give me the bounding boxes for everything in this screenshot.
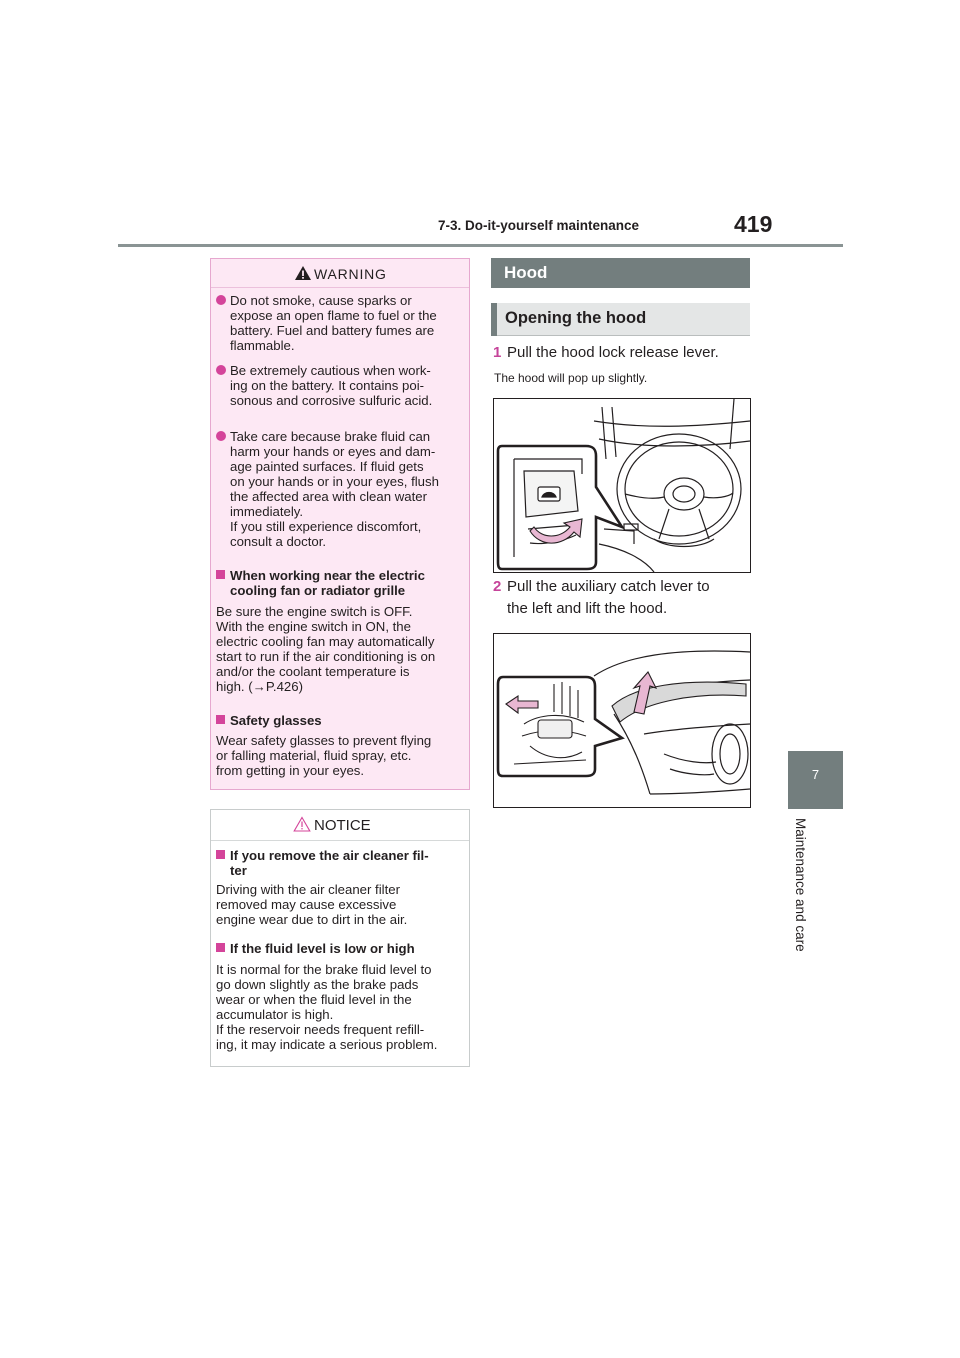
- bullet-dot-icon: [216, 365, 226, 375]
- warning-bullet: [216, 429, 464, 549]
- warning-bullet-text: Do not smoke, cause sparks or expose an open flame to fuel or the battery. Fuel and battery fumes are flammable.: [230, 293, 437, 353]
- warning-triangle-icon: [294, 265, 312, 281]
- section-heading-bar: [491, 258, 750, 288]
- warning-header: [211, 259, 469, 288]
- square-bullet-icon: [216, 943, 225, 952]
- notice-subheading: [216, 941, 466, 956]
- warning-title: WARNING: [314, 266, 387, 282]
- step-number: 2: [493, 578, 502, 595]
- chapter-label-container: [786, 818, 816, 978]
- notice-title: NOTICE: [314, 817, 371, 834]
- warning-bullet: [216, 363, 464, 408]
- warning-bullet: [216, 293, 464, 353]
- chapter-tab: 7: [788, 751, 843, 809]
- running-header-section: 7-3. Do-it-yourself maintenance: [438, 218, 640, 233]
- warning-paragraph: Wear safety glasses to prevent flying or falling material, fluid spray, etc. from getting in your eyes.: [216, 733, 432, 778]
- bullet-dot-icon: [216, 295, 226, 305]
- step-number: 1: [493, 344, 502, 361]
- warning-subheading-text: When working near the electric cooling fan or radiator grille: [230, 568, 425, 598]
- hood-release-lever-illustration: [493, 398, 751, 573]
- notice-subheading: [216, 848, 466, 878]
- step-text: Pull the hood lock release lever.: [507, 344, 719, 361]
- warning-bullet-text: Be extremely cautious when work- ing on the battery. It contains poi- sonous and corrosive sulfuric acid.: [230, 363, 433, 408]
- warning-subheading: [216, 568, 466, 598]
- notice-subheading-text: If you remove the air cleaner fil- ter: [230, 848, 429, 878]
- section-title: Hood: [504, 263, 548, 282]
- warning-paragraph: Be sure the engine switch is OFF. With the engine switch in ON, the electric cooling fan may automatically start to run if the air conditioning is on and/or the coolant temperature is high. (→P.426): [216, 604, 436, 694]
- notice-paragraph: It is normal for the brake fluid level to go down slightly as the brake pads wear or when the fluid level in the accumulator is high. If the reservoir needs frequent refill- ing, it may indicate a serious problem.: [216, 962, 438, 1052]
- square-bullet-icon: [216, 715, 225, 724]
- notice-box: [210, 809, 470, 1067]
- warning-subheading-text: Safety glasses: [230, 713, 322, 728]
- chapter-label: Maintenance and care: [793, 818, 808, 952]
- page-number: 419: [734, 211, 773, 237]
- warning-box: [210, 258, 470, 790]
- notice-header: [211, 810, 469, 841]
- notice-subheading-text: If the fluid level is low or high: [230, 941, 415, 956]
- square-bullet-icon: [216, 850, 225, 859]
- step-text: Pull the auxiliary catch lever to the left and lift the hood.: [507, 578, 710, 617]
- caution-triangle-icon: [293, 816, 311, 832]
- warning-bullet-text: Take care because brake fluid can harm your hands or eyes and dam- age painted surfaces. If fluid gets on your hands or in your eyes, flush the affected area with clean water immediately. If you still experience discomfort, consult a doctor.: [230, 429, 439, 549]
- warning-subheading: [216, 713, 466, 728]
- auxiliary-catch-lever-illustration: [493, 633, 751, 808]
- square-bullet-icon: [216, 570, 225, 579]
- bullet-dot-icon: [216, 431, 226, 441]
- step-note: The hood will pop up slightly.: [494, 371, 648, 385]
- header-rule: [118, 244, 843, 247]
- subsection-accent: [491, 303, 497, 336]
- subsection-heading-bar: [491, 303, 750, 336]
- hood-release-lever-drawing: [494, 399, 750, 572]
- subsection-title: Opening the hood: [505, 309, 647, 327]
- auxiliary-catch-lever-drawing: [494, 634, 750, 807]
- step-item: [493, 576, 753, 620]
- notice-paragraph: Driving with the air cleaner filter removed may cause excessive engine wear due to dirt in the air.: [216, 882, 408, 927]
- step-item: [493, 342, 753, 364]
